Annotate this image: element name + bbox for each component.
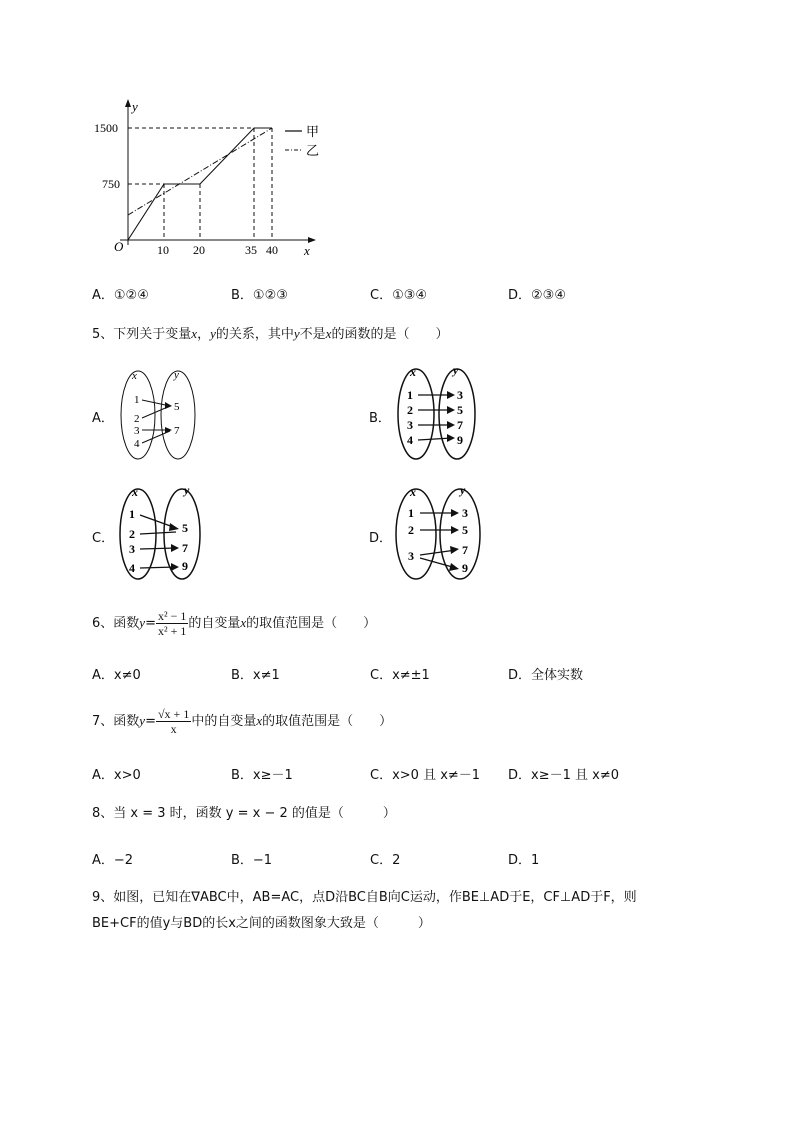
x-value: 2: [134, 413, 140, 425]
q6-option-c[interactable]: C．x≠±1: [370, 668, 430, 683]
q6-fraction: $\frac{\text{x² − 1}}{\text{x² + 1}}$: [157, 609, 187, 638]
x-tick-10: 10: [157, 243, 169, 257]
q5-mapping-a[interactable]: [112, 365, 212, 465]
y-tick-1500: 1500: [94, 121, 118, 135]
y-value: 7: [182, 541, 188, 555]
q8-question: 8、当 x = 3 时，函数 y = x − 2 的值是（ ）: [92, 806, 396, 821]
set-y-label: y: [184, 483, 190, 497]
q7-option-d[interactable]: D．x≥－1 且 x≠0: [508, 768, 619, 783]
set-y-label: y: [174, 369, 179, 381]
y-value: 5: [174, 401, 180, 413]
q6-question: 6、函数y= $\frac{\text{x² − 1}}{\text{x² + 1}}$ 的自变量x的取值范围是（ ）: [92, 609, 377, 638]
q4-option-c[interactable]: C．①③④: [370, 288, 428, 303]
y-tick-750: 750: [102, 177, 120, 191]
x-axis-label: x: [304, 243, 310, 258]
x-value: 1: [129, 507, 135, 521]
y-value: 7: [174, 425, 180, 437]
q4-function-graph: [90, 95, 350, 265]
y-value: 9: [462, 561, 468, 575]
y-axis-label: y: [132, 99, 138, 114]
x-value: 3: [134, 425, 140, 437]
q8-option-a[interactable]: A．−2: [92, 853, 134, 868]
y-value: 5: [182, 521, 188, 535]
x-value: 1: [407, 388, 413, 402]
x-value: 2: [408, 523, 414, 537]
q8-option-c[interactable]: C．2: [370, 853, 401, 868]
x-value: 2: [129, 527, 135, 541]
x-value: 4: [129, 561, 135, 575]
q5-option-a-label[interactable]: A．: [92, 411, 114, 426]
q7-option-a[interactable]: A．x>0: [92, 768, 141, 783]
q7-option-c[interactable]: C．x>0 且 x≠－1: [370, 768, 481, 783]
q9-question-line1: 9、如图，已知在∇ABC中，AB=AC，点D沿BC自B向C运动，作BE⊥AD于E，CF⊥AD于F，则: [92, 890, 637, 905]
q6-option-a[interactable]: A．x≠0: [92, 668, 141, 683]
x-value: 1: [134, 394, 140, 406]
q9-question-line2: BE+CF的值y与BD的长x之间的函数图象大致是（ ）: [92, 916, 431, 931]
x-value: 1: [408, 506, 414, 520]
set-y-label: y: [460, 483, 466, 497]
q5-option-b-label[interactable]: B．: [369, 411, 391, 426]
x-value: 3: [129, 542, 135, 556]
legend-yi-label: 乙: [306, 143, 320, 158]
q7-option-b[interactable]: B．x≥－1: [231, 768, 293, 783]
set-x-label: x: [132, 485, 138, 499]
q8-option-d[interactable]: D．1: [508, 853, 540, 868]
x-value: 3: [407, 418, 413, 432]
set-y-label: y: [453, 363, 459, 377]
x-value: 2: [407, 403, 413, 417]
x-tick-40: 40: [266, 243, 278, 257]
set-x-label: x: [410, 485, 416, 499]
y-value: 5: [462, 523, 468, 537]
y-value: 5: [457, 403, 463, 417]
q4-option-a[interactable]: A．①②④: [92, 288, 149, 303]
y-value: 9: [182, 559, 188, 573]
x-value: 4: [134, 438, 140, 450]
q5-question: 5、下列关于变量x，y的关系，其中y不是x的函数的是（ ）: [92, 326, 449, 342]
q5-mapping-d[interactable]: [390, 482, 490, 584]
q6-option-d[interactable]: D．全体实数: [508, 668, 584, 683]
q5-mapping-c[interactable]: [112, 482, 212, 584]
y-value: 7: [462, 543, 468, 557]
set-x-label: x: [132, 370, 137, 382]
q4-option-b[interactable]: B．①②③: [231, 288, 288, 303]
q8-option-b[interactable]: B．−1: [231, 853, 273, 868]
y-value: 3: [462, 506, 468, 520]
y-value: 9: [457, 433, 463, 447]
q5-option-c-label[interactable]: C．: [92, 531, 115, 546]
x-tick-20: 20: [193, 243, 205, 257]
q7-fraction: $\frac{√x + 1}{x}$: [157, 707, 190, 736]
origin-label: O: [114, 239, 124, 254]
y-value: 7: [457, 418, 463, 432]
q5-option-d-label[interactable]: D．: [369, 531, 393, 546]
x-value: 4: [407, 433, 413, 447]
y-value: 3: [457, 388, 463, 402]
y-axis-arrow: [125, 99, 131, 107]
q4-option-d[interactable]: D．②③④: [508, 288, 566, 303]
set-x-label: x: [410, 365, 416, 379]
q6-option-b[interactable]: B．x≠1: [231, 668, 280, 683]
x-tick-35: 35: [245, 243, 257, 257]
x-value: 3: [408, 549, 414, 563]
q5-mapping-b[interactable]: [390, 362, 490, 464]
q7-question: 7、函数y= $\frac{√x + 1}{x}$ 中的自变量x的取值范围是（ ）: [92, 707, 393, 736]
legend-jia-label: 甲: [306, 124, 320, 139]
